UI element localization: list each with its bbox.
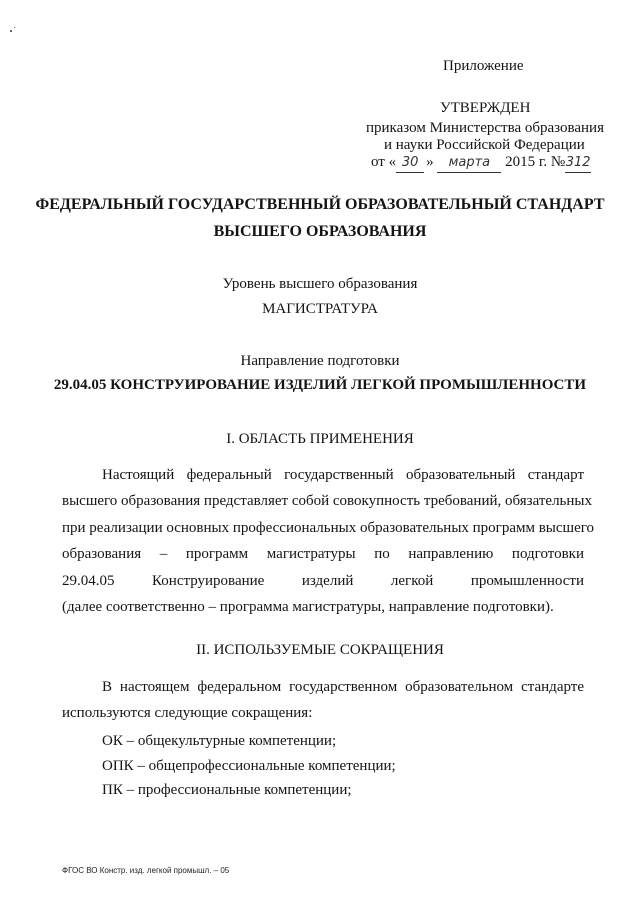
section-1-line: при реализации основных профессиональных образовательных программ высшего [62, 520, 595, 536]
section-1-line: 29.04.05 Конструирование изделий легкой промышленности [62, 573, 584, 589]
order-line-2: и науки Российской Федерации [384, 137, 585, 153]
section-2-intro-line: В настоящем федеральном государственном образовательном стандарте [102, 679, 584, 695]
document-title-line-2: ВЫСШЕГО ОБРАЗОВАНИЯ [213, 223, 427, 240]
order-number: 312 [565, 154, 591, 173]
abbreviation-item: ОПК – общепрофессиональные компетенции; [102, 758, 396, 774]
abbreviation-item: ОК – общекультурные компетенции; [102, 733, 337, 749]
section-1-line: высшего образования представляет собой совокупность требований, обязательных [62, 493, 592, 509]
level-label: Уровень высшего образования [222, 276, 418, 292]
section-1-heading: I. ОБЛАСТЬ ПРИМЕНЕНИЯ [226, 431, 414, 447]
order-line-1: приказом Министерства образования [366, 120, 604, 136]
date-prefix: от « [371, 154, 397, 170]
section-1-line: Настоящий федеральный государственный образовательный стандарт [102, 467, 584, 483]
scan-mark [10, 30, 12, 32]
date-day: 30 [396, 154, 424, 173]
direction-value: 29.04.05 КОНСТРУИРОВАНИЕ ИЗДЕЛИЙ ЛЕГКОЙ ПРОМЫШЛЕННОСТИ [53, 377, 587, 393]
level-value: МАГИСТРАТУРА [262, 301, 378, 317]
appendix-label: Приложение [443, 58, 524, 74]
section-2-heading: II. ИСПОЛЬЗУЕМЫЕ СОКРАЩЕНИЯ [196, 642, 444, 658]
approved-label: УТВЕРЖДЕН [440, 100, 531, 116]
page-footer: ФГОС ВО Констр. изд. легкой промышл. – 05 [62, 866, 230, 875]
direction-label: Направление подготовки [240, 353, 400, 369]
document-title-line-1: ФЕДЕРАЛЬНЫЙ ГОСУДАРСТВЕННЫЙ ОБРАЗОВАТЕЛЬНЫЙ СТАНДАРТ [35, 196, 605, 213]
section-1-line: (далее соответственно – программа магистратуры, направление подготовки). [62, 599, 554, 615]
section-2-intro-line: используются следующие сокращения: [62, 705, 313, 721]
scan-mark [14, 27, 15, 28]
abbreviation-item: ПК – профессиональные компетенции; [102, 782, 352, 798]
date-year: 2015 г. № [505, 154, 566, 170]
date-month: марта [437, 154, 501, 173]
order-date-line [371, 153, 591, 173]
section-1-line: образования – программ магистратуры по направлению подготовки [62, 546, 584, 562]
date-mid: » [426, 154, 434, 170]
